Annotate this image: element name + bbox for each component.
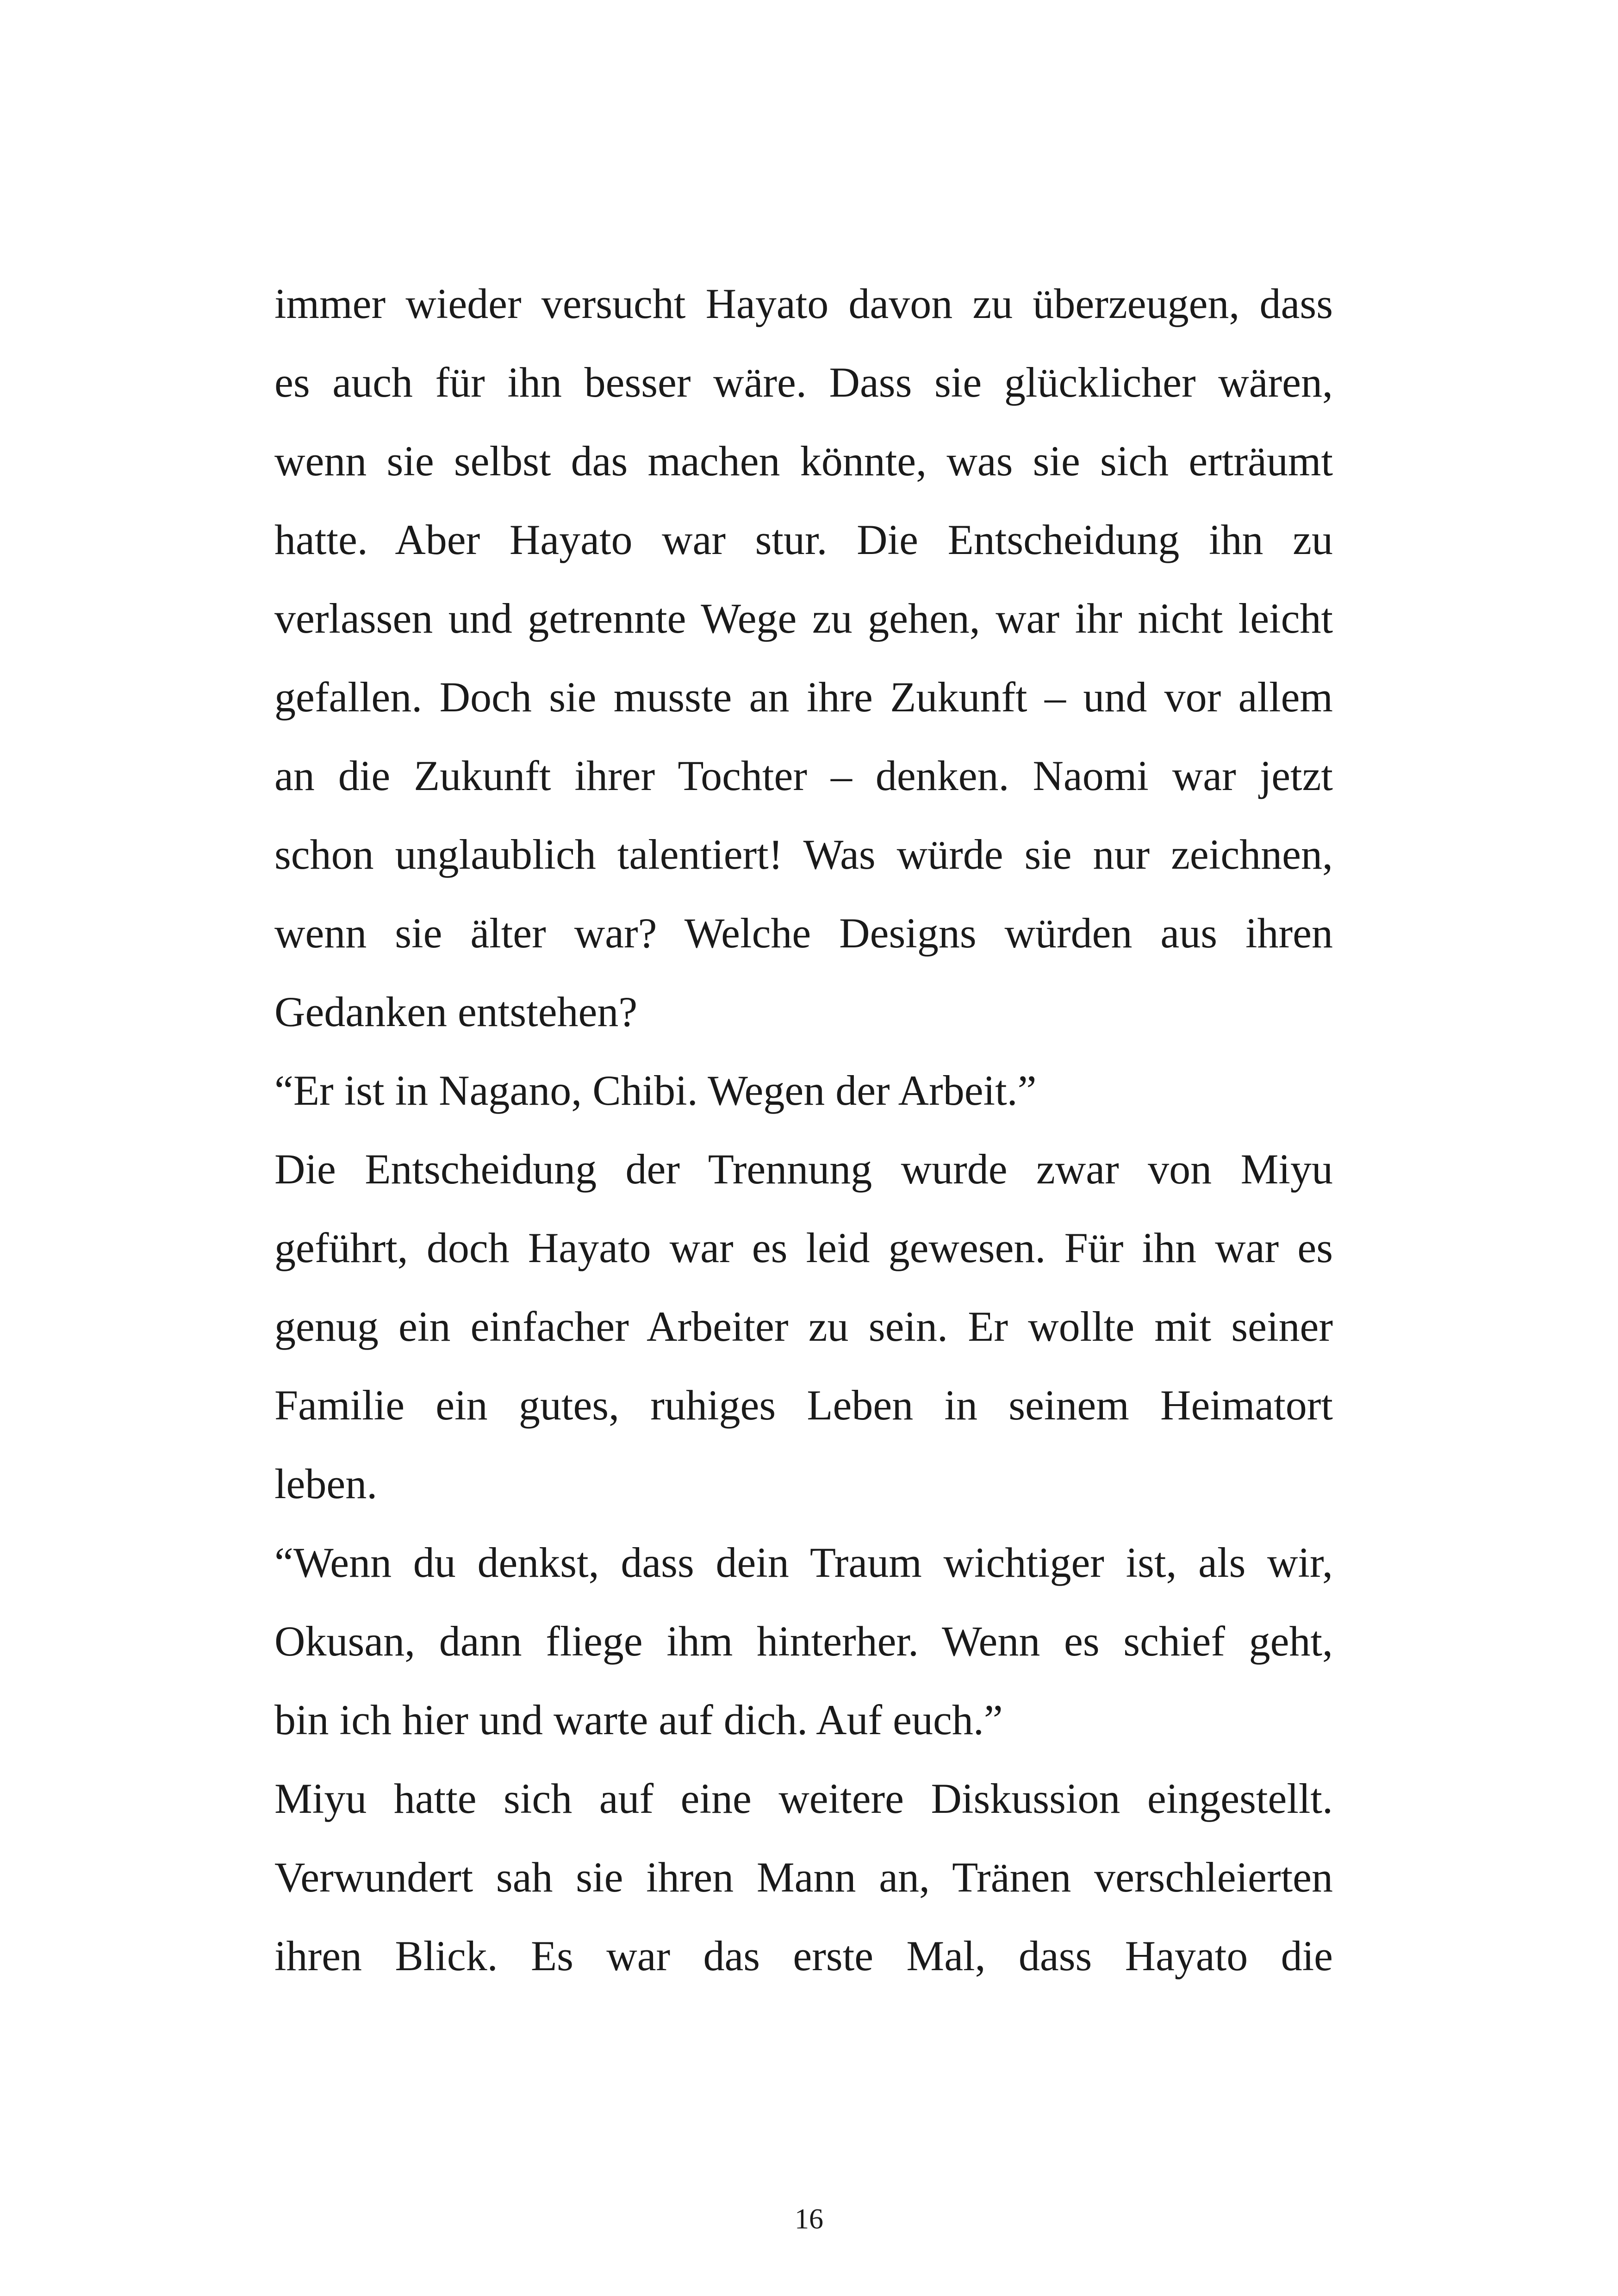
- text-line: Familie ein gutes, ruhiges Leben in seinem Heimatort: [274, 1381, 1333, 1429]
- text-line: hatte. Aber Hayato war stur. Die Entscheidung ihn zu: [274, 516, 1333, 563]
- text-line: “Er ist in Nagano, Chibi. Wegen der Arbeit.”: [274, 1067, 1037, 1114]
- body-text: [274, 264, 1333, 1995]
- text-line: es auch für ihn besser wäre. Dass sie glücklicher wären,: [274, 359, 1333, 406]
- text-line: wenn sie älter war? Welche Designs würden aus ihren: [274, 909, 1333, 957]
- text-line: gefallen. Doch sie musste an ihre Zukunft – und vor allem: [274, 673, 1333, 721]
- text-line: an die Zukunft ihrer Tochter – denken. Naomi war jetzt: [274, 752, 1333, 799]
- text-line: leben.: [274, 1460, 378, 1507]
- page-number: 16: [795, 2203, 823, 2235]
- text-line: Okusan, dann fliege ihm hinterher. Wenn es schief geht,: [274, 1618, 1333, 1665]
- text-line: Die Entscheidung der Trennung wurde zwar von Miyu: [274, 1145, 1333, 1193]
- text-line: “Wenn du denkst, dass dein Traum wichtiger ist, als wir,: [274, 1539, 1333, 1586]
- text-line: verlassen und getrennte Wege zu gehen, war ihr nicht leicht: [274, 595, 1333, 642]
- text-line: immer wieder versucht Hayato davon zu überzeugen, dass: [274, 280, 1333, 327]
- text-line: wenn sie selbst das machen könnte, was sie sich erträumt: [274, 437, 1333, 485]
- text-line: Miyu hatte sich auf eine weitere Diskussion eingestellt.: [274, 1775, 1333, 1822]
- text-line: geführt, doch Hayato war es leid gewesen. Für ihn war es: [274, 1224, 1333, 1271]
- text-line: ihren Blick. Es war das erste Mal, dass Hayato die: [274, 1932, 1333, 1979]
- text-line: bin ich hier und warte auf dich. Auf euch.”: [274, 1696, 1003, 1743]
- text-line: genug ein einfacher Arbeiter zu sein. Er wollte mit seiner: [274, 1303, 1333, 1350]
- text-line: schon unglaublich talentiert! Was würde sie nur zeichnen,: [274, 831, 1333, 878]
- text-line: Gedanken entstehen?: [274, 988, 638, 1035]
- text-line: Verwundert sah sie ihren Mann an, Tränen verschleierten: [274, 1854, 1333, 1901]
